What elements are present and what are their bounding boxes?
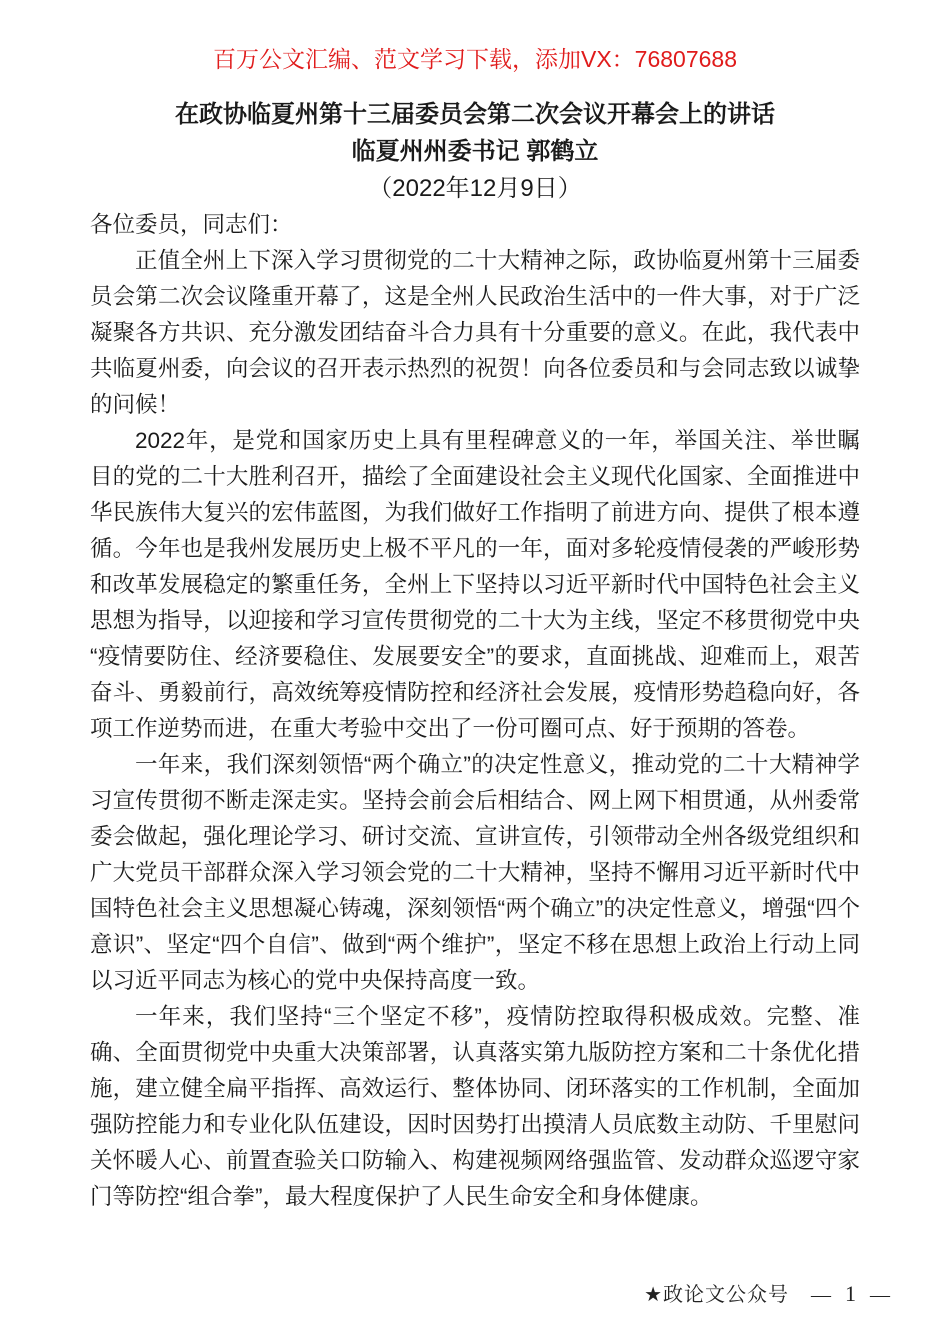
page-footer — [644, 1281, 890, 1308]
footer-dash-right: — — [870, 1284, 890, 1306]
paragraph: 正值全州上下深入学习贯彻党的二十大精神之际，政协临夏州第十三届委员会第二次会议隆重开幕了，这是全州人民政治生活中的一件大事，对于广泛凝聚各方共识、充分激发团结奋斗合力具有十分重要的意义。在此，我代表中共临夏州委，向会议的召开表示热烈的祝贺！向各位委员和与会同志致以诚挚的问候！ — [90, 248, 860, 417]
document-dateline: （2022年12月9日） — [368, 175, 582, 202]
document-title: 在政协临夏州第十三届委员会第二次会议开幕会上的讲话 — [175, 101, 775, 128]
title-block — [90, 96, 860, 207]
promo-notice: 百万公文汇编、范文学习下载，添加VX：76807688 — [212, 46, 737, 72]
paragraph: 一年来，我们深刻领悟“两个确立”的决定性意义，推动党的二十大精神学习宣传贯彻不断走深走实。坚持会前会后相结合、网上网下相贯通，从州委常委会做起，强化理论学习、研讨交流、宣讲宣传，引领带动全州各级党组织和广大党员干部群众深入学习领会党的二十大精神，坚持不懈用习近平新时代中国特色社会主义思想凝心铸魂，深刻领悟“两个确立”的决定性意义，增强“四个意识”、坚定“四个自信”、做到“两个维护”，坚定不移在思想上政治上行动上同以习近平同志为核心的党中央保持高度一致。 — [90, 752, 860, 993]
document-byline: 临夏州州委书记 郭鹤立 — [351, 138, 599, 165]
paragraph: 一年来，我们坚持“三个坚定不移”，疫情防控取得积极成效。完整、准确、全面贯彻党中央重大决策部署，认真落实第九版防控方案和二十条优化措施，建立健全扁平指挥、高效运行、整体协同、闭环落实的工作机制，全面加强防控能力和专业化队伍建设，因时因势打出摸清人员底数主动防、千里慰问关怀暖人心、前置查验关口防输入、构建视频网络强监管、发动群众巡逻守家门等防控“组合拳”，最大程度保护了人民生命安全和身体健康。 — [90, 1004, 860, 1209]
body-paragraphs — [90, 243, 860, 1215]
page-number: 1 — [845, 1281, 856, 1306]
salutation: 各位委员，同志们： — [90, 212, 293, 237]
footer-brand: ★政论文公众号 — [644, 1284, 789, 1306]
document-body — [90, 207, 860, 1215]
footer-dash-left: — — [811, 1284, 831, 1306]
paragraph: 2022年，是党和国家历史上具有里程碑意义的一年，举国关注、举世瞩目的党的二十大胜利召开，描绘了全面建设社会主义现代化国家、全面推进中华民族伟大复兴的宏伟蓝图，为我们做好工作指明了前进方向、提供了根本遵循。今年也是我州发展历史上极不平凡的一年，面对多轮疫情侵袭的严峻形势和改革发展稳定的繁重任务，全州上下坚持以习近平新时代中国特色社会主义思想为指导，以迎接和学习宣传贯彻党的二十大为主线，坚定不移贯彻党中央“疫情要防住、经济要稳住、发展要安全”的要求，直面挑战、迎难而上，艰苦奋斗、勇毅前行，高效统筹疫情防控和经济社会发展，疫情形势趋稳向好，各项工作逆势而进，在重大考验中交出了一份可圈可点、好于预期的答卷。 — [90, 428, 860, 741]
